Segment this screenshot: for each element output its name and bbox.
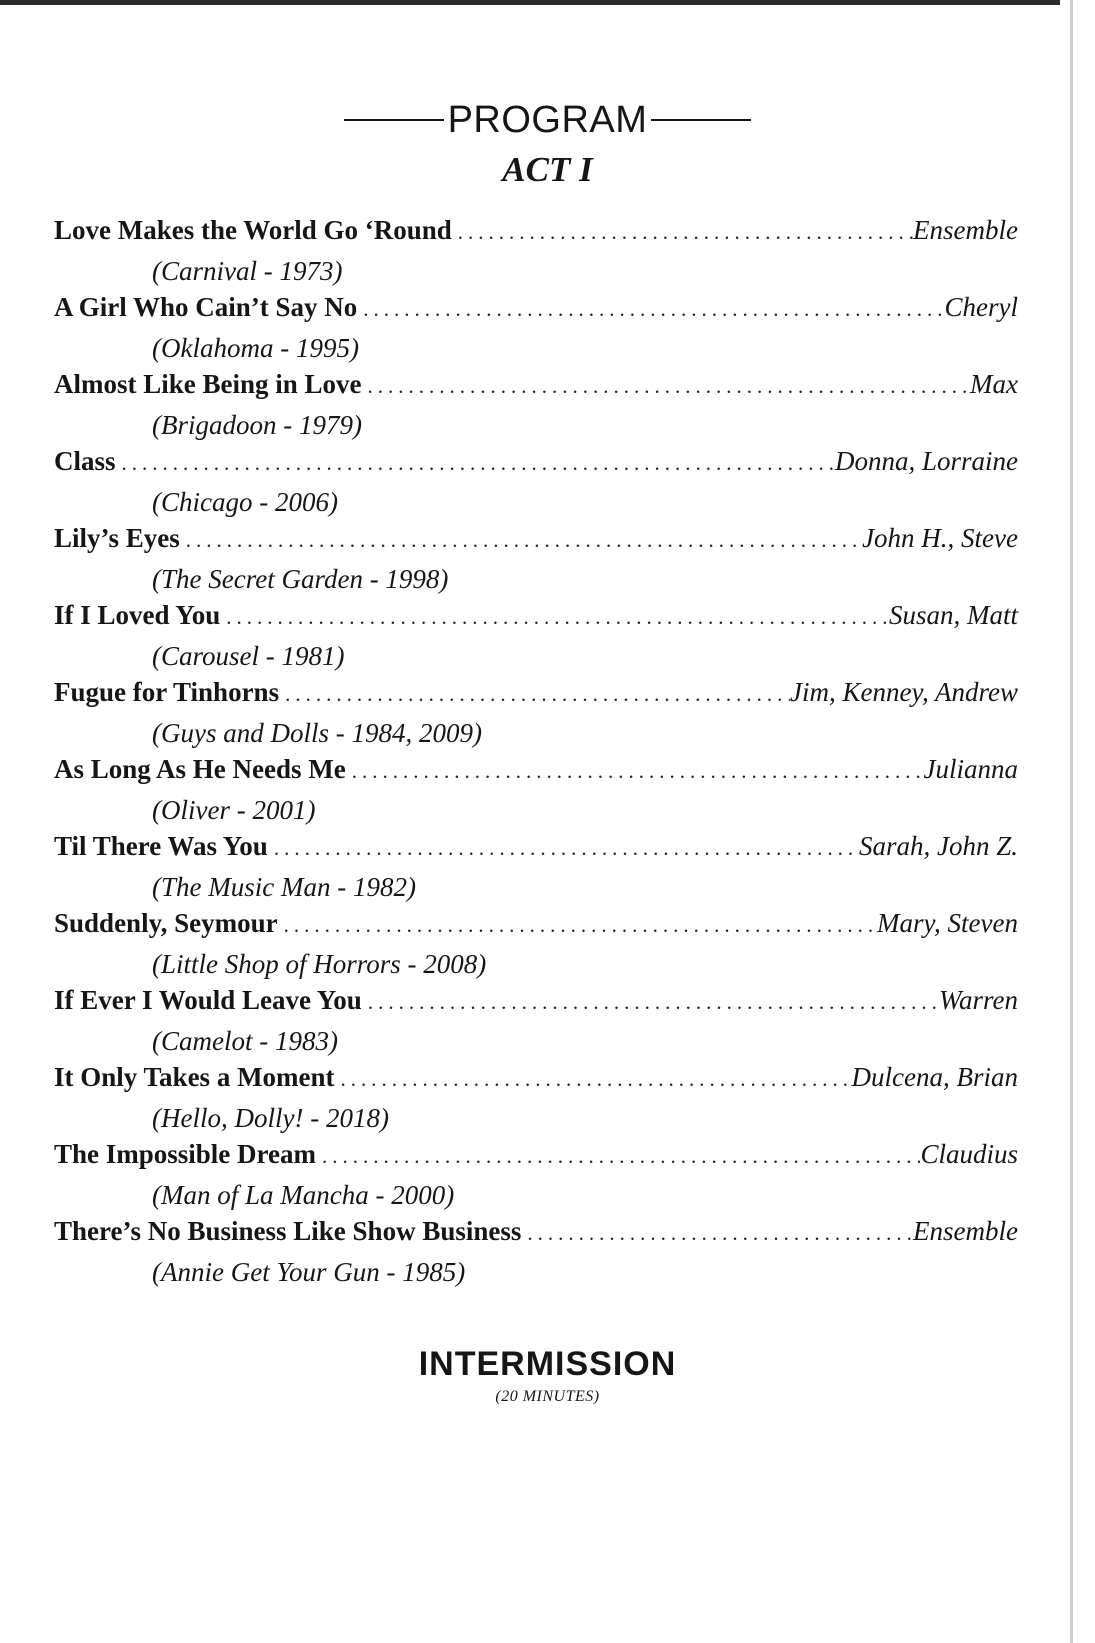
song-title: If I Loved You: [54, 600, 221, 630]
song-line: [54, 215, 1018, 255]
song-source: (Oliver - 2001): [152, 795, 316, 825]
dot-leader: [335, 1067, 852, 1092]
song-performers: Sarah, John Z.: [858, 831, 1018, 861]
song-source: (Brigadoon - 1979): [152, 410, 362, 440]
song-source: (Camelot - 1983): [152, 1026, 338, 1056]
song-performers: Susan, Matt: [888, 600, 1018, 630]
song-performers: Ensemble: [913, 215, 1018, 245]
song-line: [54, 831, 1018, 871]
song-item: [54, 985, 1018, 1062]
song-title: There’s No Business Like Show Business: [54, 1216, 522, 1246]
song-title: Fugue for Tinhorns: [54, 677, 280, 707]
song-item: [54, 369, 1018, 446]
dot-leader: [362, 374, 970, 399]
top-rule: [0, 0, 1060, 5]
song-source: (Man of La Mancha - 2000): [152, 1180, 455, 1210]
song-source: (The Music Man - 1982): [152, 872, 416, 902]
dot-leader: [116, 451, 835, 476]
song-title: Til There Was You: [54, 831, 268, 861]
song-title: Class: [54, 446, 116, 476]
song-title: A Girl Who Cain’t Say No: [54, 292, 358, 322]
song-source: (Oklahoma - 1995): [152, 333, 359, 363]
song-source: (Little Shop of Horrors - 2008): [152, 949, 487, 979]
dot-leader: [279, 682, 790, 707]
song-line: [54, 677, 1018, 717]
dot-leader: [180, 528, 862, 553]
song-source: (The Secret Garden - 1998): [152, 564, 449, 594]
song-source: (Chicago - 2006): [152, 487, 338, 517]
heading-rule-right: [651, 119, 751, 121]
program-title: PROGRAM: [447, 99, 648, 141]
dot-leader: [316, 1144, 920, 1169]
song-item: [54, 1139, 1018, 1216]
dot-leader: [346, 759, 924, 784]
song-source: (Guys and Dolls - 1984, 2009): [152, 718, 482, 748]
song-line: [54, 446, 1018, 486]
song-performers: Jim, Kenney, Andrew: [790, 677, 1018, 707]
song-line: [54, 369, 1018, 409]
song-line: [54, 1216, 1018, 1256]
song-performers: Mary, Steven: [877, 908, 1018, 938]
song-performers: Warren: [938, 985, 1018, 1015]
song-performers: Cheryl: [944, 292, 1018, 322]
song-performers: Ensemble: [913, 1216, 1018, 1246]
dot-leader: [521, 1221, 913, 1246]
song-source: (Carnival - 1973): [152, 256, 343, 286]
song-list: [54, 215, 1018, 1293]
song-item: [54, 1062, 1018, 1139]
song-item: [54, 908, 1018, 985]
song-performers: Max: [970, 369, 1018, 399]
song-item: [54, 600, 1018, 677]
dot-leader: [362, 990, 939, 1015]
song-item: [54, 677, 1018, 754]
song-title: Suddenly, Seymour: [54, 908, 278, 938]
song-line: [54, 292, 1018, 332]
song-line: [54, 985, 1018, 1025]
dot-leader: [278, 913, 877, 938]
song-line: [54, 1062, 1018, 1102]
song-item: [54, 215, 1018, 292]
song-item: [54, 523, 1018, 600]
song-title: If Ever I Would Leave You: [54, 985, 362, 1015]
program-heading: [0, 95, 1095, 145]
heading-rule-left: [344, 119, 444, 121]
song-line: [54, 1139, 1018, 1179]
song-line: [54, 754, 1018, 794]
song-source: (Annie Get Your Gun - 1985): [152, 1257, 466, 1287]
song-line: [54, 523, 1018, 563]
song-item: [54, 292, 1018, 369]
song-item: [54, 754, 1018, 831]
dot-leader: [452, 220, 913, 245]
song-performers: Julianna: [923, 754, 1018, 784]
song-source: (Carousel - 1981): [152, 641, 345, 671]
song-title: It Only Takes a Moment: [54, 1062, 335, 1092]
dot-leader: [357, 297, 944, 322]
dot-leader: [220, 605, 889, 630]
song-title: The Impossible Dream: [54, 1139, 317, 1169]
song-performers: Dulcena, Brian: [851, 1062, 1018, 1092]
song-item: [54, 1216, 1018, 1293]
song-title: Love Makes the World Go ‘Round: [54, 215, 452, 245]
song-performers: John H., Steve: [862, 523, 1018, 553]
song-performers: Donna, Lorraine: [834, 446, 1018, 476]
song-line: [54, 600, 1018, 640]
song-item: [54, 446, 1018, 523]
act-title: ACT I: [502, 150, 593, 189]
song-title: Almost Like Being in Love: [54, 369, 362, 399]
song-item: [54, 831, 1018, 908]
song-title: As Long As He Needs Me: [54, 754, 346, 784]
dot-leader: [268, 836, 859, 861]
song-title: Lily’s Eyes: [54, 523, 180, 553]
song-line: [54, 908, 1018, 948]
intermission-label: INTERMISSION: [418, 1345, 677, 1383]
song-performers: Claudius: [920, 1139, 1018, 1169]
song-source: (Hello, Dolly! - 2018): [152, 1103, 389, 1133]
intermission-duration: (20 MINUTES): [495, 1388, 600, 1405]
